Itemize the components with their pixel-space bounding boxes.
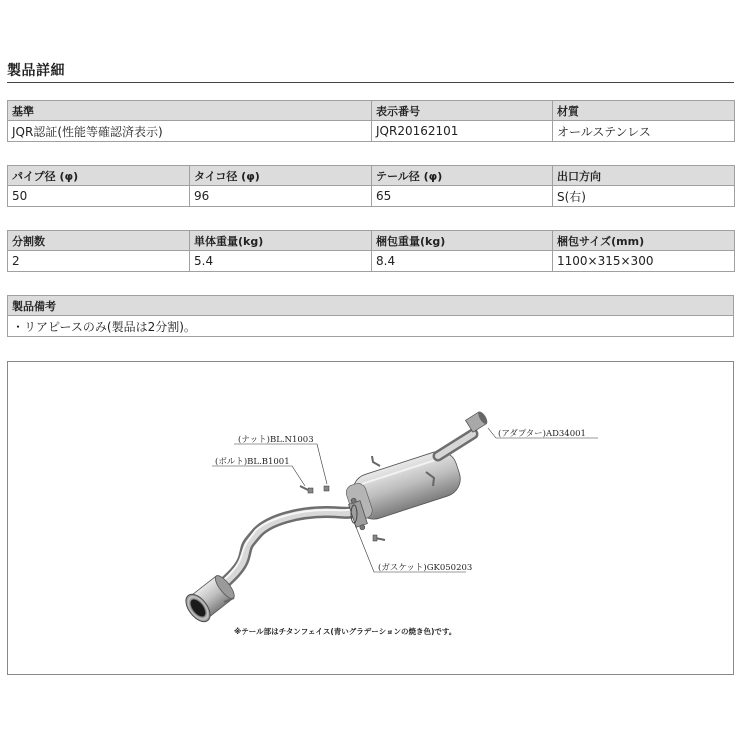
header-display-number: 表示番号	[372, 101, 553, 121]
exhaust-diagram	[7, 361, 734, 675]
header-unit-weight: 単体重量(kg)	[190, 231, 372, 251]
adapter	[466, 410, 490, 432]
label-adapter: (アダプター)AD34001	[498, 429, 586, 439]
header-tail-diameter: テール径 (φ)	[372, 166, 553, 186]
header-standard: 基準	[8, 101, 372, 121]
value-display-number: JQR20162101	[372, 121, 553, 142]
value-unit-weight: 5.4	[190, 251, 372, 272]
spec-table-weights	[7, 230, 735, 272]
value-exit-direction: S(右)	[553, 186, 735, 207]
value-split-count: 2	[8, 251, 190, 272]
value-tail-diameter: 65	[372, 186, 553, 207]
label-gasket: (ガスケット)GK050203	[378, 563, 473, 573]
header-split-count: 分割数	[8, 231, 190, 251]
value-standard: JQR認証(性能等確認済表示)	[8, 121, 372, 142]
header-package-size: 梱包サイズ(mm)	[553, 231, 735, 251]
exhaust-drawing	[8, 362, 733, 674]
value-material: オールステンレス	[553, 121, 735, 142]
header-muffler-diameter: タイコ径 (φ)	[190, 166, 372, 186]
section-title: 製品詳細	[7, 63, 65, 79]
header-remarks: 製品備考	[8, 296, 734, 316]
hanger	[372, 456, 380, 466]
spec-table-diameters	[7, 165, 735, 207]
header-pipe-diameter: パイプ径 (φ)	[8, 166, 190, 186]
value-remarks: ・リアピースのみ(製品は2分割)。	[8, 316, 734, 337]
header-package-weight: 梱包重量(kg)	[372, 231, 553, 251]
header-exit-direction: 出口方向	[553, 166, 735, 186]
label-nut: (ナット)BL.N1003	[238, 435, 314, 445]
value-package-size: 1100×315×300	[553, 251, 735, 272]
section-divider	[7, 82, 734, 83]
spec-table-standard	[7, 100, 735, 142]
label-bolt: (ボルト)BL.B1001	[215, 457, 290, 467]
header-material: 材質	[553, 101, 735, 121]
nut-parts	[308, 486, 329, 493]
value-pipe-diameter: 50	[8, 186, 190, 207]
value-muffler-diameter: 96	[190, 186, 372, 207]
spec-table-remarks	[7, 295, 734, 337]
value-package-weight: 8.4	[372, 251, 553, 272]
diagram-note: ※テール部はチタンフェイス(青いグラデーションの焼き色)です。	[234, 627, 457, 636]
